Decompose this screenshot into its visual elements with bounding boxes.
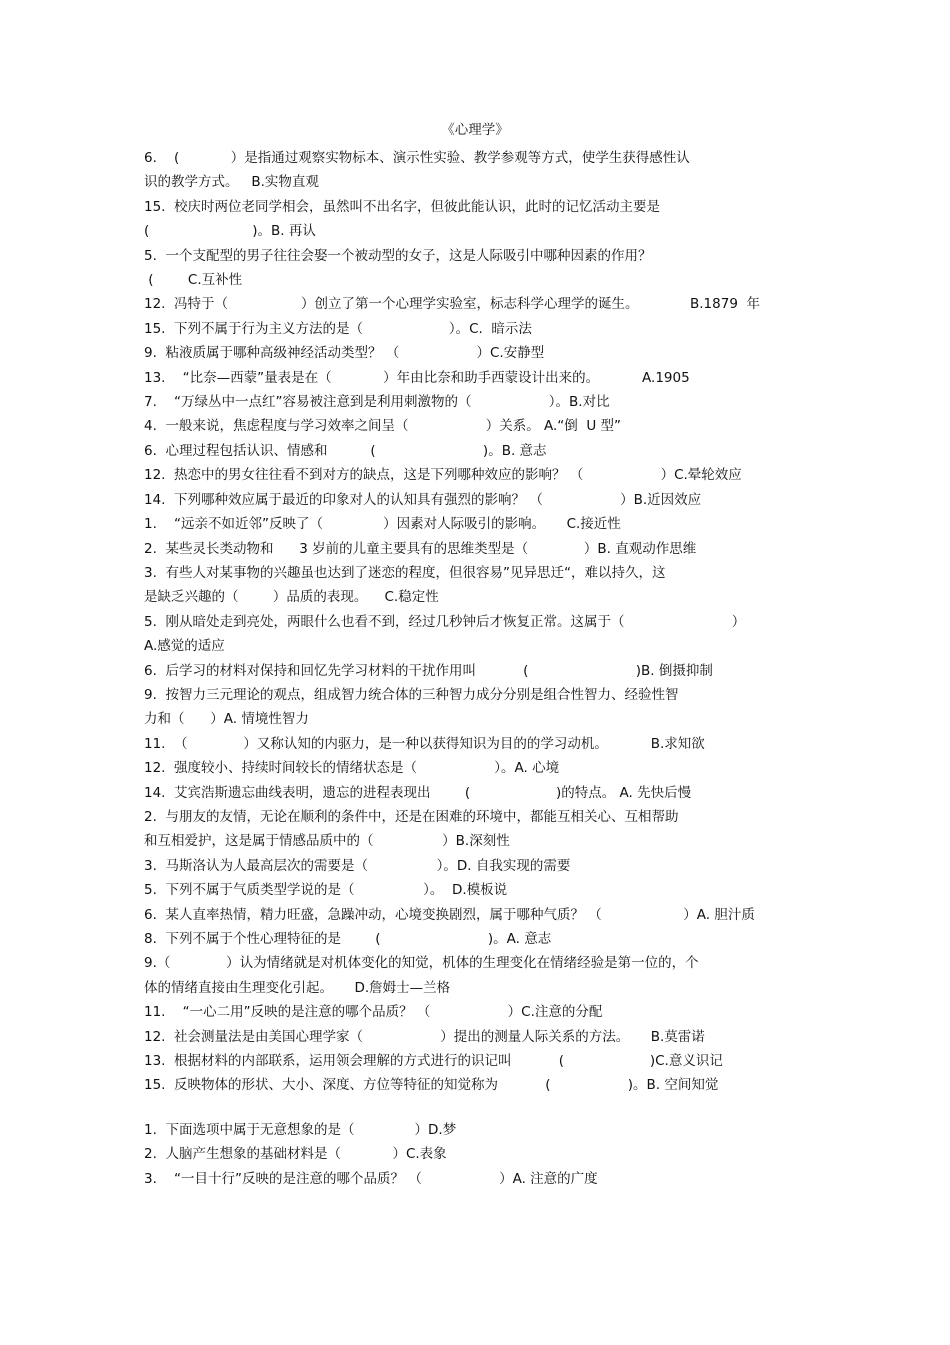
question-line: 1. “远亲不如近邻”反映了（ ）因素对人际吸引的影响。 C.接近性 [144,516,621,533]
question-line: 6. 心理过程包括认识、情感和 ( )。B. 意志 [144,442,547,459]
question-line: 体的情绪直接由生理变化引起。 D.詹姆士—兰格 [144,979,451,996]
question-line: 3. 有些人对某事物的兴趣虽也达到了迷恋的程度，但很容易”见异思迁“，难以持久，这 [144,564,666,581]
question-line: 8. 下列不属于个性心理特征的是 ( )。A. 意志 [144,931,552,947]
question-line: 1. 下面选项中属于无意想象的是（ ）D.梦 [144,1121,457,1138]
question-line: 3. 马斯洛认为人最高层次的需要是（ ）。D. 自我实现的需要 [144,857,571,874]
question-line: 9.（ ）认为情绪就是对机体变化的知觉，机体的生理变化在情绪经验是第一位的，个 [144,955,699,972]
question-line: 13. “比奈—西蒙”量表是在（ ）年由比奈和助手西蒙设计出来的。 A.1905 [144,369,690,386]
question-line: 13. 根据材料的内部联系，运用领会理解的方式进行的识记叫 ( )C.意义识记 [144,1053,723,1070]
question-line: ( )。B. 再认 [144,223,316,240]
question-line: 6. 后学习的材料对保持和回忆先学习材料的干扰作用叫 ( )B. 倒摄抑制 [144,662,713,679]
question-line: 7. “万绿丛中一点红”容易被注意到是利用刺激物的（ ）。B.对比 [144,394,610,411]
question-line: 2. 人脑产生想象的基础材料是（ ）C.表象 [144,1146,447,1163]
question-line: ( C.互补性 [144,272,243,289]
question-line: 3. “一目十行”反映的是注意的哪个品质？ （ ）A. 注意的广度 [144,1170,598,1187]
question-line: 12. 社会测量法是由美国心理学家（ ）提出的测量人际关系的方法。 B.莫雷诺 [144,1028,705,1045]
question-line: 5. 下列不属于气质类型学说的是（ ）。 D.模板说 [144,882,508,899]
question-line: 5. 一个支配型的男子往往会娶一个被动型的女子，这是人际吸引中哪种因素的作用？ [144,247,652,264]
question-line: 12. 热恋中的男女往往看不到对方的缺点，这是下列哪种效应的影响？ （ ）C.晕轮效应 [144,467,742,484]
question-line: 15. 反映物体的形状、大小、深度、方位等特征的知觉称为 ( )。B. 空间知觉 [144,1077,719,1094]
question-line: 15. 校庆时两位老同学相会，虽然叫不出名字，但彼此能认识，此时的记忆活动主要是 [144,198,661,215]
question-line: 力和（ ）A. 情境性智力 [144,711,309,728]
question-line: 15. 下列不属于行为主义方法的是（ ）。C. 暗示法 [144,320,532,337]
question-line: 2. 与朋友的友情，无论在顺利的条件中，还是在困难的环境中，都能互相关心、互相帮助 [144,808,679,825]
question-line: 9. 粘液质属于哪种高级神经活动类型？ （ ）C.安静型 [144,345,545,362]
question-line: 5. 刚从暗处走到亮处，两眼什么也看不到，经过几秒钟后才恢复正常。这属于（ ） [144,613,746,630]
question-line: 6. ( ）是指通过观察实物标本、演示性实验、教学参观等方式，使学生获得感性认 [144,150,690,166]
question-line: 和互相爱护，这是属于情感品质中的（ ）B.深刻性 [144,833,510,850]
question-line: 12. 强度较小、持续时间较长的情绪状态是（ ）。A. 心境 [144,760,560,777]
question-line: 4. 一般来说，焦虑程度与学习效率之间呈（ ）关系。 A.“倒 U 型” [144,418,622,435]
question-list [144,146,814,1191]
question-line: 11. （ ）又称认知的内驱力，是一种以获得知识为目的的学习动机。 B.求知欲 [144,735,705,752]
question-line: A.感觉的适应 [144,638,225,655]
question-line: 11. “一心二用”反映的是注意的哪个品质？ （ ）C.注意的分配 [144,1004,603,1021]
question-line: 9. 按智力三元理论的观点，组成智力统合体的三种智力成分分别是组合性智力、经验性智 [144,686,679,703]
question-line: 14. 艾宾浩斯遗忘曲线表明，遗忘的进程表现出 ( )的特点。 A. 先快后慢 [144,784,692,801]
question-line: 是缺乏兴趣的（ ）品质的表现。 C.稳定性 [144,589,439,606]
question-line: 识的教学方式。 B.实物直观 [144,174,319,191]
question-line: 14. 下列哪种效应属于最近的印象对人的认知具有强烈的影响？ （ ）B.近因效应 [144,491,702,508]
question-line: 12. 冯特于（ ）创立了第一个心理学实验室，标志科学心理学的诞生。 B.1879 年 [144,296,760,313]
question-line: 6. 某人直率热情，精力旺盛，急躁冲动，心境变换剧烈，属于哪种气质？ （ ）A. 胆汁质 [144,906,755,923]
document-title: 《心理学》 [441,122,509,138]
question-line: 2. 某些灵长类动物和 3 岁前的儿童主要具有的思维类型是（ ）B. 直观动作思维 [144,540,697,557]
section-gap [144,1098,814,1118]
